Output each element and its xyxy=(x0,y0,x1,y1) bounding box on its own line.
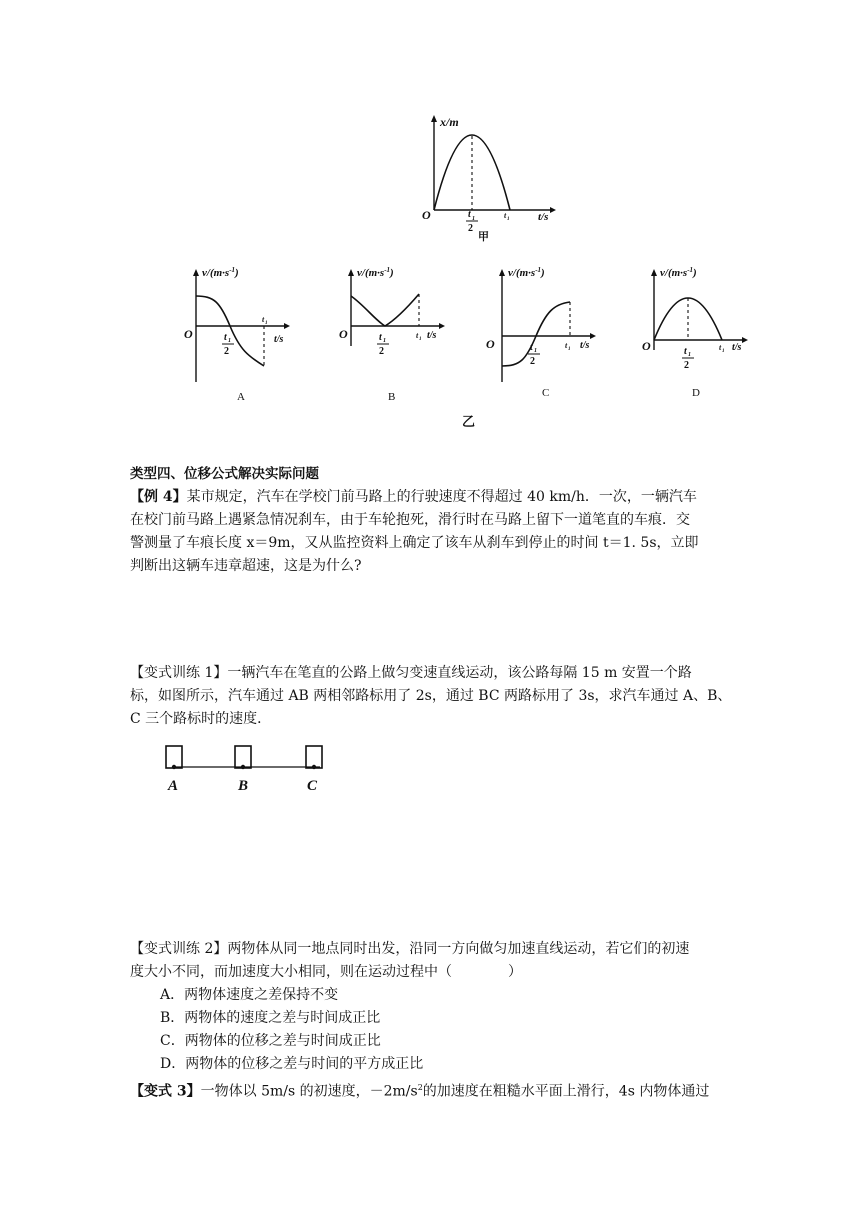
variant-1-line-3: C 三个路标时的速度． xyxy=(130,711,272,727)
x-axis-label: t/s xyxy=(427,330,437,341)
variant-2-line-2: 度大小不同，而加速度大小相同，则在运动过程中（ ） xyxy=(130,964,522,980)
end-sub: 1 xyxy=(568,347,571,352)
half-num: t xyxy=(468,209,471,220)
y-arrow-icon xyxy=(651,269,657,276)
x-axis-label: t/s xyxy=(732,342,742,353)
half-sub: 1 xyxy=(383,338,386,344)
figure-caption-jia: 甲 xyxy=(478,231,489,243)
figure-caption-yi: 乙 xyxy=(462,415,476,430)
variant-3-tag: 【变式 3】 xyxy=(130,1083,201,1100)
half-sub: 1 xyxy=(534,348,537,354)
x-arrow-icon xyxy=(742,337,748,343)
end-label: t xyxy=(719,343,722,352)
x-arrow-icon xyxy=(550,207,556,213)
half-sub: 1 xyxy=(472,216,475,222)
x-axis-label: t/s xyxy=(538,211,549,223)
origin-label: O xyxy=(486,337,495,351)
road-marker-c xyxy=(306,746,322,768)
panel-label-c: C xyxy=(542,387,550,399)
example-4-line-2: 在校门前马路上遇紧急情况刹车，由于车轮抱死，滑行时在马路上留下一道笔直的车痕．交 xyxy=(130,512,690,528)
panel-label-a: A xyxy=(237,391,245,403)
panel-d xyxy=(636,262,756,404)
half-den: 2 xyxy=(379,346,384,357)
panel-b xyxy=(333,262,453,404)
road-marker-b xyxy=(235,746,251,768)
origin-label: O xyxy=(339,327,348,341)
example-4-line-4: 判断出这辆车违章超速，这是为什么? xyxy=(130,558,362,574)
y-axis-label: x/m xyxy=(440,115,459,129)
half-sub: 1 xyxy=(228,338,231,344)
y-axis-label: $v/(m\cdot s^{-1})$ xyxy=(202,266,239,279)
variant-2-line-1: 两物体从同一地点同时出发，沿同一方向做匀加速直线运动，若它们的初速 xyxy=(227,941,690,957)
end-sub: 1 xyxy=(507,217,510,222)
y-arrow-icon xyxy=(348,269,354,276)
example-4-line-1: 某市规定，汽车在学校门前马路上的行驶速度不得超过 40 km/h．一次，一辆汽车 xyxy=(186,489,697,505)
y-axis-label: $v/(m\cdot s^{-1})$ xyxy=(357,266,394,279)
variant-3-sup: 2 xyxy=(417,1083,423,1092)
marker-label-b: B xyxy=(238,778,249,794)
example-4-line-3: 警测量了车痕长度 x＝9m，又从监控资料上确定了该车从刹车到停止的时间 t＝1. 5s，立即 xyxy=(130,535,699,551)
half-den: 2 xyxy=(684,360,689,371)
end-sub: 1 xyxy=(722,349,725,354)
figure-jia xyxy=(410,110,560,243)
end-sub: 1 xyxy=(419,337,422,342)
x-axis-label: t/s xyxy=(274,334,284,345)
variant-3 xyxy=(130,1076,736,1104)
origin-label: O xyxy=(422,208,431,222)
example-4 xyxy=(130,486,736,578)
half-num: t xyxy=(224,332,227,343)
y-arrow-icon xyxy=(499,269,505,276)
panel-label-b: B xyxy=(388,391,396,403)
origin-label: O xyxy=(642,339,651,353)
x-arrow-icon xyxy=(439,323,445,329)
velocity-curve xyxy=(502,302,570,366)
end-sub: 1 xyxy=(265,321,268,326)
x-axis-label: t/s xyxy=(580,340,590,351)
section-heading: 类型四、位移公式解决实际问题 xyxy=(130,466,319,482)
variant-1-tag: 【变式训练 1】 xyxy=(130,665,228,681)
option-a: A．两物体速度之差保持不变 xyxy=(160,987,339,1003)
road-marker-figure xyxy=(160,740,340,796)
end-label: t xyxy=(416,331,419,340)
half-num: t xyxy=(530,342,533,353)
half-num: t xyxy=(684,346,687,357)
variant-3-text-b: 的加速度在粗糙水平面上滑行，4s 内物体通过 xyxy=(422,1083,710,1100)
marker-label-a: A xyxy=(168,778,179,794)
origin-label: O xyxy=(184,327,193,341)
x-arrow-icon xyxy=(590,333,596,339)
y-arrow-icon xyxy=(193,269,199,276)
x-arrow-icon xyxy=(284,323,290,329)
y-axis-label: $v/(m\cdot s^{-1})$ xyxy=(660,266,697,279)
option-d: D．两物体的位移之差与时间的平方成正比 xyxy=(160,1056,424,1072)
half-sub: 1 xyxy=(688,352,691,358)
variant-2-tag: 【变式训练 2】 xyxy=(130,941,228,957)
end-label: t xyxy=(262,315,265,324)
marker-label-c: C xyxy=(307,778,318,794)
variant-3-text-a: 一物体以 5m/s 的初速度，－2m/s xyxy=(200,1083,418,1100)
half-den: 2 xyxy=(530,356,535,367)
end-label: t xyxy=(504,211,507,220)
road-marker-a xyxy=(166,746,182,768)
panel-c xyxy=(484,262,604,404)
panel-a xyxy=(178,262,298,404)
velocity-curve xyxy=(351,294,419,326)
half-den: 2 xyxy=(224,346,229,357)
y-arrow-icon xyxy=(431,115,437,122)
example-4-tag: 【例 4】 xyxy=(130,489,187,505)
half-num: t xyxy=(379,332,382,343)
velocity-curve xyxy=(196,296,264,366)
end-label: t xyxy=(565,341,568,350)
y-axis-label: $v/(m\cdot s^{-1})$ xyxy=(508,266,545,279)
variant-1-line-2: 标，如图所示，汽车通过 AB 两相邻路标用了 2s，通过 BC 两路标用了 3s，求汽车通过 A、B、 xyxy=(130,688,732,704)
half-den: 2 xyxy=(468,223,473,234)
option-b: B．两物体的速度之差与时间成正比 xyxy=(160,1010,381,1026)
variant-2 xyxy=(130,938,736,984)
option-c: C．两物体的位移之差与时间成正比 xyxy=(160,1033,381,1049)
panel-label-d: D xyxy=(692,387,700,399)
variant-1-line-1: 一辆汽车在笔直的公路上做匀变速直线运动，该公路每隔 15 m 安置一个路 xyxy=(227,665,692,681)
variant-1 xyxy=(130,662,736,731)
